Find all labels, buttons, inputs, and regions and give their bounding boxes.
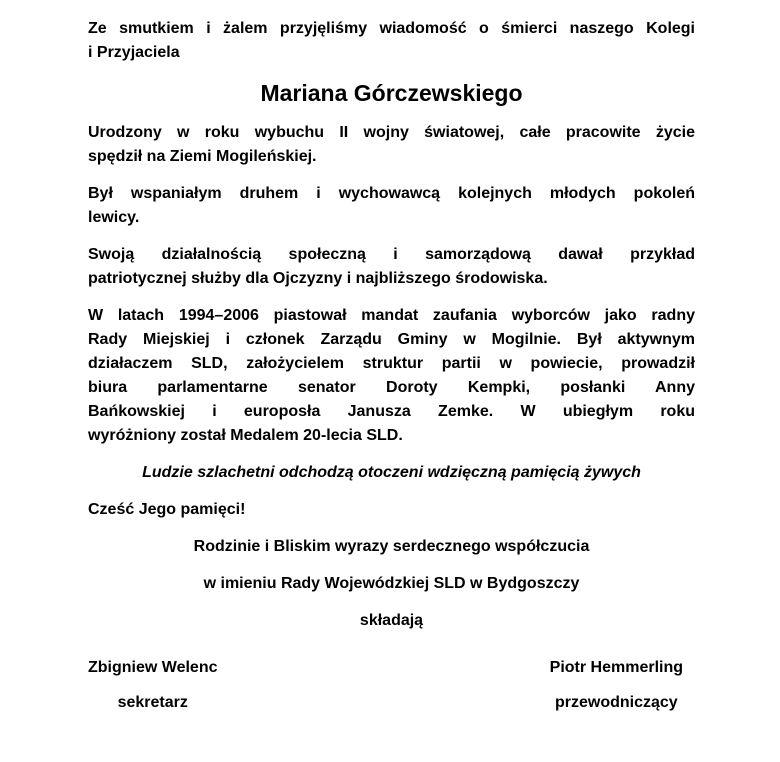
intro-paragraph	[88, 17, 695, 65]
text-line: spędził na Ziemi Mogileńskiej.	[88, 148, 317, 165]
biography-paragraph-1	[88, 121, 695, 169]
text-line: Rady Miejskiej i członek Zarządu Gminy w Mogilnie. Był aktywnym	[88, 331, 695, 348]
signatory-name-right: Piotr Hemmerling	[549, 659, 683, 676]
signed-by-line: składają	[359, 612, 424, 629]
text-line: działaczem SLD, założycielem struktur partii w powiecie, prowadził	[88, 355, 695, 372]
text-line: lewicy.	[88, 209, 140, 226]
deceased-name-title: Mariana Górczewskiego	[260, 80, 523, 106]
text-line: Swoją działalnością społeczną i samorządową dawał przykład	[88, 246, 695, 263]
text-line: Był wspaniałym druhem i wychowawcą kolejnych młodych pokoleń	[88, 185, 695, 202]
text-line: biura parlamentarne senator Doroty Kempki, posłanki Anny	[88, 379, 695, 396]
condolence-line: Rodzinie i Bliskim wyrazy serdecznego współczucia	[193, 538, 590, 555]
signature-left	[88, 656, 218, 715]
text-line: W latach 1994–2006 piastował mandat zaufania wyborców jako radny	[88, 307, 695, 324]
biography-paragraph-2	[88, 182, 695, 230]
signature-block	[88, 656, 695, 715]
text-line: i Przyjaciela	[88, 44, 180, 61]
text-line: Bańkowskiej i europosła Janusza Zemke. W ubiegłym roku	[88, 403, 695, 420]
text-line: Ze smutkiem i żalem przyjęliśmy wiadomość o śmierci naszego Kolegi	[88, 20, 695, 37]
text-line: patriotycznej służby dla Ojczyzny i najbliższego środowiska.	[88, 270, 548, 287]
on-behalf-line: w imieniu Rady Wojewódzkiej SLD w Bydgoszczy	[203, 575, 580, 592]
signatory-role-right: przewodniczący	[554, 694, 678, 711]
signature-right	[550, 656, 683, 715]
text-line: Urodzony w roku wybuchu II wojny światowej, całe pracowite życie	[88, 124, 695, 141]
biography-paragraph-3	[88, 243, 695, 291]
tribute-line: Cześć Jego pamięci!	[88, 501, 246, 518]
signatory-name-left: Zbigniew Welenc	[88, 659, 218, 676]
text-line: wyróżniony został Medalem 20-lecia SLD.	[88, 427, 403, 444]
signatory-role-left: sekretarz	[117, 694, 188, 711]
epitaph-line: Ludzie szlachetni odchodzą otoczeni wdzięczną pamięcią żywych	[142, 464, 641, 481]
biography-paragraph-4	[88, 304, 695, 448]
